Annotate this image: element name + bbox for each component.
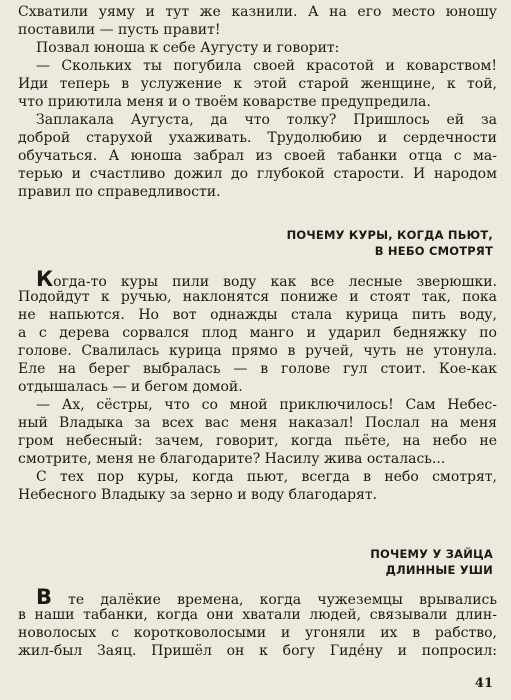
paragraph-line: — Ах, сёстры, что со мной приключилось! Сам Небес- xyxy=(36,397,497,413)
paragraph-line: Подойдут к ручью, наклонятся пониже и стоят так, пока xyxy=(18,289,497,305)
drop-cap: В xyxy=(36,585,53,609)
page-number: 41 xyxy=(474,676,493,691)
paragraph-line: Заплакала Аугуста, да что толку? Пришлось ей за xyxy=(36,112,497,128)
drop-cap: К xyxy=(36,267,54,291)
paragraph-line: гром небесный: зачем, говорит, когда пьёте, на небо не xyxy=(18,433,497,449)
paragraph-line: отдышалась — и бегом домой. xyxy=(18,379,243,395)
paragraph-line: Позвал юноша к себе Аугусту и говорит: xyxy=(36,40,340,56)
paragraph-line-text: огда-то куры пили воду как все лесные зверюшки. xyxy=(53,274,497,290)
paragraph-line: поставили — пусть правит! xyxy=(18,22,221,38)
paragraph-line: правил по справедливости. xyxy=(18,184,221,200)
story-heading-line: ДЛИННЫЕ УШИ xyxy=(385,563,493,577)
paragraph-line: — Скольких ты погубила своей красотой и коварством! xyxy=(36,58,497,74)
story-heading-line: ПОЧЕМУ КУРЫ, КОГДА ПЬЮТ, xyxy=(286,228,493,242)
paragraph-line: Еле на берег выбралась — в голове гул стоит. Кое-как xyxy=(18,361,497,377)
paragraph-line: в наши табанки, когда они хватали людей, связывали длин- xyxy=(18,607,497,623)
paragraph-line: ный Владыка за всех вас меня наказал! Послал на меня xyxy=(18,415,497,431)
story-heading-line: ПОЧЕМУ У ЗАЙЦА xyxy=(370,547,493,561)
paragraph-line: что приютила меня и о твоём коварстве предупредила. xyxy=(18,94,431,110)
paragraph-line-text: те далёкие времена, когда чужеземцы врывались xyxy=(52,592,497,608)
paragraph-line: терью и счастливо дожил до глубокой старости. И народом xyxy=(18,166,497,182)
paragraph-line: голове. Свалилась курица прямо в ручей, чуть не утонула. xyxy=(18,343,497,359)
paragraph-line: С тех пор куры, когда пьют, всегда в небо смотрят, xyxy=(36,469,497,485)
paragraph-line: а с дерева сорвался плод манго и ударил бедняжку по xyxy=(18,325,497,341)
paragraph-line: жил-был Заяц. Пришёл он к богу Гидéну и попросил: xyxy=(18,643,497,659)
paragraph-line: Иди теперь в услужение к этой старой женщине, к той, xyxy=(18,76,497,92)
paragraph-line: смотрите, меня не благодарите? Насилу жива осталась... xyxy=(18,451,446,467)
paragraph-line: новолосых с коротковолосыми и угоняли их в рабство, xyxy=(18,625,497,641)
paragraph-line: Небесного Владыку за зерно и воду благодарят. xyxy=(18,487,378,503)
paragraph-line: доброй старухой ухаживать. Трудолюбию и сердечности xyxy=(18,130,497,146)
paragraph-line: не напьются. Но вот однажды стала курица пить воду, xyxy=(18,307,497,323)
story-heading-line: В НЕБО СМОТРЯТ xyxy=(374,244,493,258)
paragraph-line: Схватили уяму и тут же казнили. А на его место юношу xyxy=(18,4,497,20)
paragraph-line: обучаться. А юноша забрал из своей табанки отца с ма- xyxy=(18,148,497,164)
